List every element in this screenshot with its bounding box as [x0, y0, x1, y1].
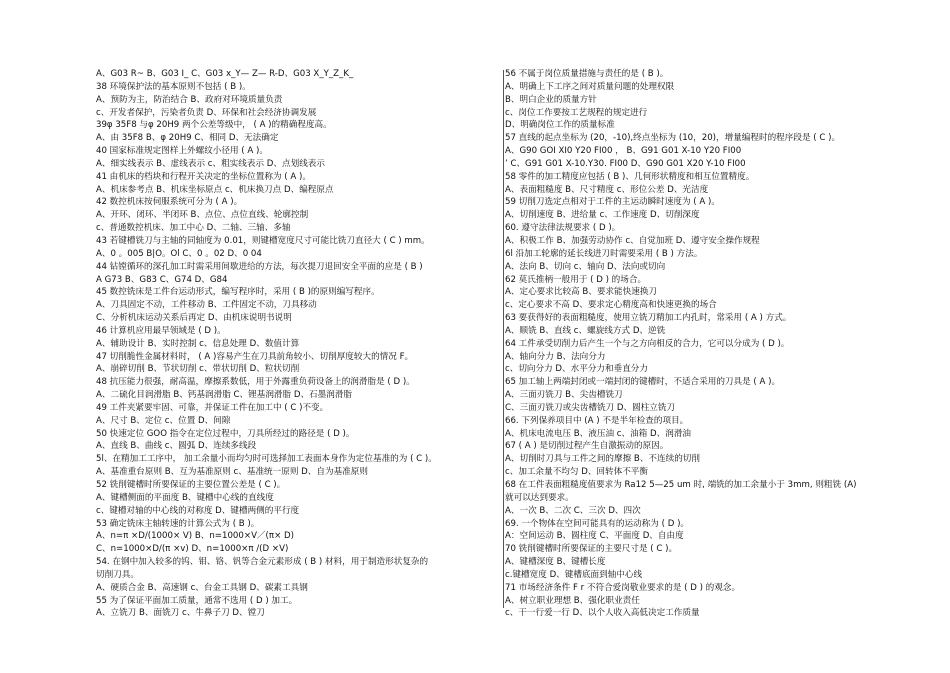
text-line: c、切向分力 D、水平分力和垂直分力 [505, 364, 648, 375]
text-line: A、机床电流电压 B、液压油 c、油箱 D、润滑油 [505, 428, 692, 439]
text-line: 58 零件的加工精度应包括 ( B )、几何形状精度和相互位置精度。 [505, 171, 755, 182]
text-line: A、切削时刀具与工件之间的摩擦 B、不连续的切削 [505, 454, 700, 465]
text-line: A、键槽深度 B、键槽长度 [505, 557, 606, 568]
text-line: A、树立职业理想 B、强化职业责任 [505, 595, 640, 606]
text-line: A、硬质合金 B、高速钢 c、台金工具钢 D、碳素工具钢 [96, 582, 308, 593]
text-line: A、表面粗糙度 B、尺寸精度 c、形位公差 D、光洁度 [505, 184, 709, 195]
text-line: A、刀具固定不动，工件移动 B、工件固定不动，刀具移动 [96, 300, 317, 311]
text-line: D、明确岗位工作的质量标准 [505, 120, 615, 131]
text-line: A、二硫化目润滑脂 B、钙基润滑脂 C、锂基润滑脂 D、石墨润滑脂 [96, 390, 353, 401]
text-line: A、定心要求比较高 B、要求能快速换刀 [505, 287, 658, 298]
text-line: c.键槽宽度 D、键槽底面到轴中心线 [505, 569, 643, 580]
text-line: 39φ 35F8 与φ 20H9 两个公差等级中， ( A )的精确程度高。 [96, 120, 332, 131]
text-line: A、基准重台原则 B、互为基准原则 c、基准统一原则 D、自为基准原则 [96, 467, 368, 478]
text-line: 48 抗压能力很强，耐高温，摩擦系数低，用于外露重负荷设备上的润滑脂是 ( D )。 [96, 377, 415, 388]
text-line: 40 国家标准规定图样上外螺纹小径用 ( A )。 [96, 146, 268, 157]
text-line: A、积极工作 B、加强劳动协作 c、自觉加班 D、遵守安全操作规程 [505, 235, 760, 246]
text-line: 65 加工轴上两端封闭或一端封闭的键槽时，不适合采用的刀具是 ( A )。 [505, 377, 781, 388]
text-line: A、由 35F8 B、φ 20H9 C、相同 D、无法确定 [96, 133, 279, 144]
text-line: 63 要获得好的表面粗糙度，使用立铣刀精加工内孔时，常采用 ( A ) 方式。 [505, 313, 792, 324]
text-line: c、干一行爱一行 D、以个人收入高低决定工作质量 [505, 608, 700, 619]
text-line: 66. 下列保养项目中 (A ) 不是半年检查的项目。 [505, 415, 689, 426]
text-line: 50 快速定位 GOO 指令在定位过程中，刀具所经过的路径是 ( D )。 [96, 428, 355, 439]
text-line: A：空间运动 B、圆柱度 C、平面度 D、自由度 [505, 531, 684, 542]
text-line: 69. 一个物体在空间可能具有的运动称为 ( D )。 [505, 518, 690, 529]
text-line: 59 切削刀选定点相对于工件的主运动瞬时速度为 ( A )。 [505, 197, 720, 208]
text-line: A、一次 B、二次 C、三次 D、四次 [505, 505, 641, 516]
text-line: 就可以达到要求。 [505, 492, 574, 503]
text-line: c、加工余量不均匀 D、回转体不平衡 [505, 467, 648, 478]
text-line: c、普通数控机床、加工中心 D、二轴、三轴、多轴 [96, 223, 291, 234]
text-line: 44 钻镗循环的深孔加工时需采用间歇进给的方法，每次提刀退回安全平面的应是 ( B ) [96, 261, 423, 272]
text-line: 43 若键槽铣刀与主轴的同轴度为 0.01，则键槽宽度尺寸可能比铣刀直径大 ( C ) mm。 [96, 235, 430, 246]
text-line: A、G90 GOI XI0 Y20 FI00 ， B、G91 G01 X-10 Y20 FI00 [505, 146, 742, 157]
text-line: A、键槽侧面的平面度 B、键槽中心线的直线度 [96, 492, 274, 503]
text-line: B、明白企业的质量方针 [505, 94, 597, 105]
text-line: A、顺铣 B、直线 c、螺旋线方式 D、逆铣 [505, 325, 666, 336]
text-line: A、G03 R~ B、G03 I_ C、G03 x_Y— Z— R-D、G03 X_Y_Z_K_ [96, 69, 354, 79]
text-line: 46 计算机应用最早领域是 ( D )。 [96, 325, 226, 336]
text-line: A、立铣刀 B、面铣刀 c、牛鼻子刀 D、镗刀 [96, 608, 265, 619]
text-line: 6l 沿加工轮廓的延长线进刀时需要采用 ( B ) 方法。 [505, 248, 703, 259]
text-line: A、崩碎切削 B、节状切削 c、带状切削 D、粒状切削 [96, 364, 300, 375]
column-divider [503, 70, 504, 608]
text-line: C、三面刃铣刀或尖齿槽铣刀 D、圆柱立铣刀 [505, 402, 676, 413]
text-line: A、轴向分力 B、法向分力 [505, 351, 606, 362]
text-line: 64 工件承受切削力后产生一个与之方向相反的合力，它可以分成为 ( D )。 [505, 338, 790, 349]
text-line: A、0 。005 B|O。Ol C、0 。02 D、0 04 [96, 248, 262, 259]
text-line: 42 数控机床按伺服系统可分为 ( A )。 [96, 197, 243, 208]
text-line: 47 切削脆性金属材料时， ( A )容易产生在刀具前角较小、切削厚度较大的情况 F。 [96, 351, 414, 362]
text-line: c、键槽对轴的中心线的对称度 D、键槽两侧的平行度 [96, 505, 300, 516]
text-line: 62 莫氏推柄一般用于 ( D ) 的场合。 [505, 274, 647, 285]
text-line: A、尺寸 B、定位 c、位置 D、间隙 [96, 415, 231, 426]
text-line: A、切削速度 B、进给量 c、工作速度 D、切削深度 [505, 210, 700, 221]
text-line: 38 环境保护法的基本原则不包括 ( B )。 [96, 81, 251, 92]
text-line: 57 直线的起点坐标为 (20，-10),终点坐标为 (10，20)，增量编程时的程序段是 ( C )。 [505, 133, 841, 144]
text-line: c、开发者保护，污染者负责 D、环保和社会经济协调发展 [96, 107, 317, 118]
text-line: 52 铣削键槽时所要保证的主要位置公差是 ( C )。 [96, 480, 286, 490]
right-question-column [505, 68, 923, 620]
text-line: 49 工件夹紧要牢固、可靠，并保证工件在加工中 ( C )不变。 [96, 402, 329, 413]
text-line: A、n=π ×D/(1000× V) B、n=1000×V／(π× D) [96, 531, 294, 542]
text-line: 53 确定铣床主轴转速的计算公式为 ( B )。 [96, 518, 260, 529]
text-line: A、辅助设计 B、实时控制 c、信息处理 D、数值计算 [96, 338, 300, 349]
text-line: C、分析机床运动关系后再定 D、由机床说明书说明 [96, 313, 292, 324]
left-question-column [96, 68, 501, 620]
text-line: A、三面刃铣刀 B、尖齿槽铣刀 [505, 390, 623, 401]
text-line: 54. 在钢中加入较多的钨、钼、铬、钒等合金元素形成 ( B ) 材料，用于制造形状复杂的 [96, 557, 429, 568]
text-line: 切削刀具。 [96, 569, 139, 580]
text-line: c、岗位工作要按工艺规程的规定进行 [505, 107, 648, 118]
text-line: A、法向 B、切向 c、轴向 D、法向或切向 [505, 261, 666, 272]
text-line: 71 市场经济条件 F r 不符合爱岗敬业要求的是 ( D ) 的观念。 [505, 582, 741, 593]
text-line: A、开环、闭环、半闭环 B、点位、点位直线、轮廓控制 [96, 210, 309, 221]
text-line: 56 不属于岗位质量措施与责任的是 ( B )。 [505, 69, 669, 79]
text-line: 70 铣削键槽时所要保证的主要尺寸是 ( C )。 [505, 544, 678, 555]
text-line: 60. 遵守法律法规要求 ( D )。 [505, 223, 621, 234]
text-line: 67 ( A ) 是切削过程产生自激振动的原因。 [505, 441, 669, 452]
text-line: A、细实线表示 B、虚线表示 c、粗实线表示 D、点划线表示 [96, 158, 325, 169]
text-line: A、预防为主，防治结合 B、政府对环境质量负责 [96, 94, 283, 105]
text-line: 45 数控铣床是工件台运动形式，编写程序时，采用 ( B )的原则编写程序。 [96, 287, 380, 298]
text-line: A G73 B、G83 C、G74 D、G84 [96, 274, 228, 285]
text-line: C、n=1000×D/(π ×v) D、n=1000×π /(D ×V) [96, 544, 289, 555]
text-line: 55 为了保证平面加工质量，通常不选用 ( D ) 加工。 [96, 595, 298, 606]
text-line: ’ C、G91 G01 X-10.Y30. FI00 D、G90 G01 X20 Y-10 FI00 [505, 158, 746, 169]
text-line: c、定心要求不高 D、要求定心精度高和快速更换的场合 [505, 300, 717, 311]
text-line: 5l、在精加工工序中， 加工余量小而均匀时可选择加工表面本身作为定位基准的为 ( C )。 [96, 454, 437, 465]
text-line: A、机床参考点 B、机床坐标原点 c、机床换刀点 D、编程原点 [96, 184, 334, 195]
text-line: A、明确上下工序之间对质量问题的处理权限 [505, 81, 675, 92]
text-line: A、直线 B、曲线 c、圆弧 D、连续多线段 [96, 441, 257, 452]
text-line: 68 在工件表面粗糙度值要求为 Ra12 5—25 um 时, 端铣的加工余量小于 3mm, 则粗铣 (A) [505, 480, 857, 490]
text-line: 41 由机床的档块和行程开关决定的坐标位置称为 ( A )。 [96, 171, 311, 182]
